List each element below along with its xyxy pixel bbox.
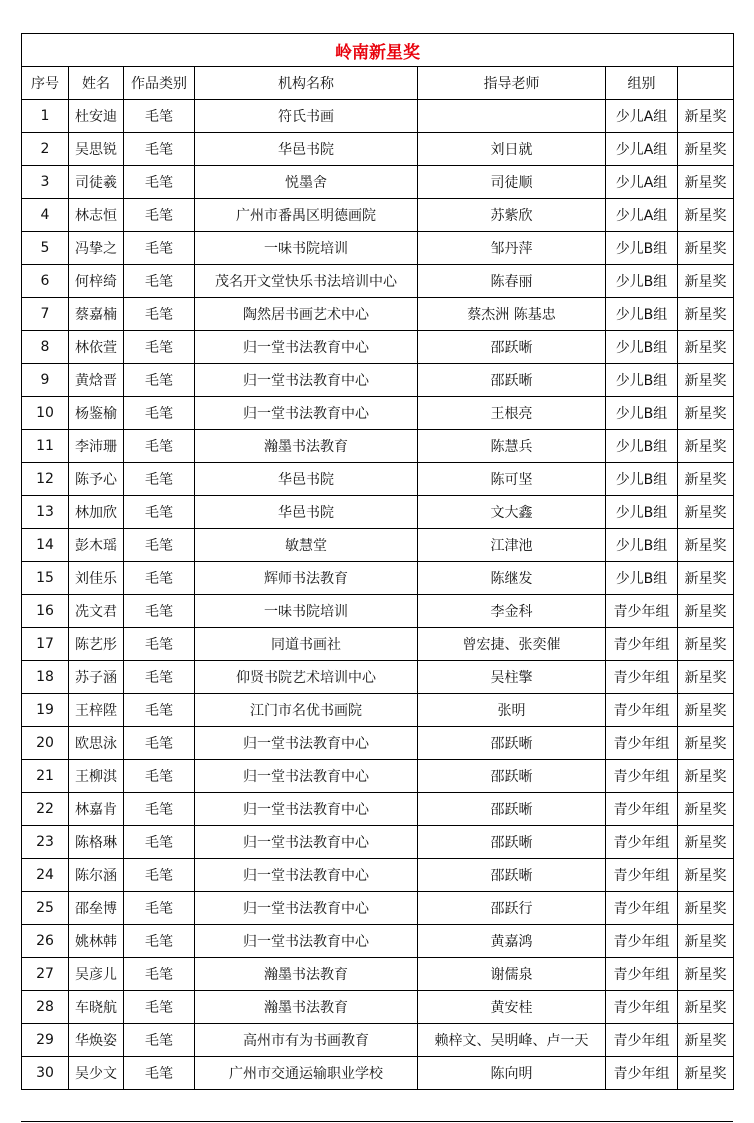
name-cell: 林依萱 [69,331,124,364]
teacher-cell: 邵跃晰 [418,859,606,892]
institution-cell: 华邑书院 [195,496,418,529]
index-cell: 27 [22,958,69,991]
name-cell: 刘佳乐 [69,562,124,595]
table-row [22,298,734,331]
teacher-cell: 张明 [418,694,606,727]
index-cell: 6 [22,265,69,298]
category-cell: 毛笔 [124,760,195,793]
award-cell: 新星奖 [678,694,734,727]
index-cell: 21 [22,760,69,793]
institution-cell: 一味书院培训 [195,232,418,265]
name-cell: 司徒羲 [69,166,124,199]
category-cell: 毛笔 [124,100,195,133]
name-cell: 邵垒博 [69,892,124,925]
index-cell: 4 [22,199,69,232]
group-cell: 青少年组 [606,826,678,859]
category-cell: 毛笔 [124,562,195,595]
group-cell: 青少年组 [606,694,678,727]
table-row [22,925,734,958]
award-cell: 新星奖 [678,529,734,562]
table-row [22,397,734,430]
award-cell: 新星奖 [678,430,734,463]
index-cell: 14 [22,529,69,562]
award-cell: 新星奖 [678,232,734,265]
index-cell: 12 [22,463,69,496]
institution-cell: 仰贤书院艺术培训中心 [195,661,418,694]
institution-cell: 辉师书法教育 [195,562,418,595]
group-cell: 少儿B组 [606,265,678,298]
table-row [22,199,734,232]
category-cell: 毛笔 [124,595,195,628]
award-cell: 新星奖 [678,166,734,199]
header-teacher: 指导老师 [418,67,606,100]
name-cell: 冯挚之 [69,232,124,265]
teacher-cell: 邵跃晰 [418,793,606,826]
award-cell: 新星奖 [678,892,734,925]
table-row [22,529,734,562]
index-cell: 3 [22,166,69,199]
award-cell: 新星奖 [678,826,734,859]
award-cell: 新星奖 [678,760,734,793]
category-cell: 毛笔 [124,991,195,1024]
category-cell: 毛笔 [124,826,195,859]
teacher-cell: 陈慧兵 [418,430,606,463]
award-cell: 新星奖 [678,331,734,364]
award-cell: 新星奖 [678,199,734,232]
index-cell: 28 [22,991,69,1024]
index-cell: 13 [22,496,69,529]
group-cell: 青少年组 [606,661,678,694]
category-cell: 毛笔 [124,694,195,727]
name-cell: 陈尔涵 [69,859,124,892]
teacher-cell: 黄安桂 [418,991,606,1024]
award-table-sheet [21,33,733,1090]
category-cell: 毛笔 [124,265,195,298]
table-row [22,1057,734,1090]
category-cell: 毛笔 [124,298,195,331]
institution-cell: 华邑书院 [195,463,418,496]
group-cell: 少儿B组 [606,496,678,529]
index-cell: 17 [22,628,69,661]
name-cell: 杜安迪 [69,100,124,133]
group-cell: 少儿A组 [606,166,678,199]
teacher-cell: 邵跃晰 [418,364,606,397]
category-cell: 毛笔 [124,430,195,463]
name-cell: 林志恒 [69,199,124,232]
teacher-cell: 黄嘉鸿 [418,925,606,958]
group-cell: 青少年组 [606,595,678,628]
teacher-cell: 李金科 [418,595,606,628]
name-cell: 吴彦儿 [69,958,124,991]
index-cell: 23 [22,826,69,859]
name-cell: 陈予心 [69,463,124,496]
award-cell: 新星奖 [678,661,734,694]
group-cell: 少儿A组 [606,133,678,166]
teacher-cell: 邵跃晰 [418,826,606,859]
index-cell: 20 [22,727,69,760]
teacher-cell: 邵跃晰 [418,331,606,364]
institution-cell: 归一堂书法教育中心 [195,397,418,430]
name-cell: 姚林韩 [69,925,124,958]
name-cell: 彭木瑶 [69,529,124,562]
institution-cell: 归一堂书法教育中心 [195,859,418,892]
award-cell: 新星奖 [678,727,734,760]
name-cell: 车晓航 [69,991,124,1024]
name-cell: 陈格琳 [69,826,124,859]
category-cell: 毛笔 [124,496,195,529]
group-cell: 少儿B组 [606,331,678,364]
header-index: 序号 [22,67,69,100]
category-cell: 毛笔 [124,628,195,661]
institution-cell: 归一堂书法教育中心 [195,925,418,958]
name-cell: 黄焓晋 [69,364,124,397]
table-body [22,100,734,1090]
category-cell: 毛笔 [124,859,195,892]
institution-cell: 瀚墨书法教育 [195,991,418,1024]
name-cell: 吴思锐 [69,133,124,166]
institution-cell: 归一堂书法教育中心 [195,727,418,760]
name-cell: 华焕姿 [69,1024,124,1057]
category-cell: 毛笔 [124,958,195,991]
index-cell: 25 [22,892,69,925]
group-cell: 少儿B组 [606,562,678,595]
teacher-cell: 陈继发 [418,562,606,595]
teacher-cell: 陈可坚 [418,463,606,496]
institution-cell: 广州市番禺区明德画院 [195,199,418,232]
index-cell: 8 [22,331,69,364]
table-row [22,562,734,595]
award-cell: 新星奖 [678,397,734,430]
header-institution: 机构名称 [195,67,418,100]
index-cell: 26 [22,925,69,958]
award-cell: 新星奖 [678,298,734,331]
teacher-cell: 吴柱擎 [418,661,606,694]
group-cell: 青少年组 [606,859,678,892]
award-cell: 新星奖 [678,364,734,397]
teacher-cell: 文大鑫 [418,496,606,529]
group-cell: 青少年组 [606,760,678,793]
teacher-cell: 蔡杰洲 陈基忠 [418,298,606,331]
name-cell: 林嘉肯 [69,793,124,826]
teacher-cell: 陈向明 [418,1057,606,1090]
category-cell: 毛笔 [124,529,195,562]
teacher-cell: 苏紫欣 [418,199,606,232]
category-cell: 毛笔 [124,1057,195,1090]
index-cell: 29 [22,1024,69,1057]
institution-cell: 华邑书院 [195,133,418,166]
title-row [22,34,734,67]
name-cell: 欧思泳 [69,727,124,760]
award-cell: 新星奖 [678,958,734,991]
teacher-cell: 司徒顺 [418,166,606,199]
index-cell: 7 [22,298,69,331]
group-cell: 青少年组 [606,727,678,760]
category-cell: 毛笔 [124,166,195,199]
award-cell: 新星奖 [678,991,734,1024]
category-cell: 毛笔 [124,133,195,166]
index-cell: 1 [22,100,69,133]
table-row [22,331,734,364]
header-award [678,67,734,100]
table-row [22,826,734,859]
table-row [22,166,734,199]
award-cell: 新星奖 [678,859,734,892]
group-cell: 青少年组 [606,991,678,1024]
award-cell: 新星奖 [678,793,734,826]
name-cell: 吴少文 [69,1057,124,1090]
teacher-cell: 邵跃晰 [418,727,606,760]
institution-cell: 归一堂书法教育中心 [195,760,418,793]
index-cell: 22 [22,793,69,826]
group-cell: 青少年组 [606,628,678,661]
group-cell: 少儿B组 [606,397,678,430]
header-row [22,67,734,100]
institution-cell: 归一堂书法教育中心 [195,364,418,397]
table-row [22,793,734,826]
award-cell: 新星奖 [678,1057,734,1090]
award-cell: 新星奖 [678,265,734,298]
header-category: 作品类别 [124,67,195,100]
table-row [22,496,734,529]
index-cell: 10 [22,397,69,430]
table-row [22,265,734,298]
category-cell: 毛笔 [124,397,195,430]
name-cell: 李沛珊 [69,430,124,463]
teacher-cell: 邵跃晰 [418,760,606,793]
institution-cell: 广州市交通运输职业学校 [195,1057,418,1090]
index-cell: 9 [22,364,69,397]
group-cell: 少儿B组 [606,364,678,397]
teacher-cell: 曾宏捷、张奕催 [418,628,606,661]
name-cell: 蔡嘉楠 [69,298,124,331]
table-row [22,1024,734,1057]
institution-cell: 瀚墨书法教育 [195,958,418,991]
teacher-cell: 邹丹萍 [418,232,606,265]
group-cell: 青少年组 [606,958,678,991]
table-row [22,694,734,727]
award-cell: 新星奖 [678,463,734,496]
institution-cell: 归一堂书法教育中心 [195,331,418,364]
name-cell: 何梓绮 [69,265,124,298]
table-row [22,364,734,397]
group-cell: 少儿A组 [606,199,678,232]
index-cell: 15 [22,562,69,595]
institution-cell: 茂名开文堂快乐书法培训中心 [195,265,418,298]
teacher-cell: 陈春丽 [418,265,606,298]
category-cell: 毛笔 [124,727,195,760]
award-cell: 新星奖 [678,496,734,529]
group-cell: 少儿B组 [606,232,678,265]
table-title: 岭南新星奖 [22,34,734,67]
group-cell: 少儿B组 [606,463,678,496]
index-cell: 5 [22,232,69,265]
institution-cell: 高州市有为书画教育 [195,1024,418,1057]
index-cell: 24 [22,859,69,892]
teacher-cell: 赖梓文、吴明峰、卢一天 [418,1024,606,1057]
category-cell: 毛笔 [124,232,195,265]
institution-cell: 悦墨舍 [195,166,418,199]
award-cell: 新星奖 [678,595,734,628]
index-cell: 2 [22,133,69,166]
index-cell: 19 [22,694,69,727]
name-cell: 林加欣 [69,496,124,529]
group-cell: 少儿B组 [606,529,678,562]
index-cell: 16 [22,595,69,628]
category-cell: 毛笔 [124,1024,195,1057]
category-cell: 毛笔 [124,892,195,925]
group-cell: 少儿A组 [606,100,678,133]
name-cell: 杨鉴榆 [69,397,124,430]
award-cell: 新星奖 [678,925,734,958]
table-row [22,661,734,694]
category-cell: 毛笔 [124,364,195,397]
table-row [22,628,734,661]
institution-cell: 江门市名优书画院 [195,694,418,727]
table-row [22,859,734,892]
category-cell: 毛笔 [124,793,195,826]
teacher-cell: 谢儒泉 [418,958,606,991]
header-group: 组别 [606,67,678,100]
award-cell: 新星奖 [678,562,734,595]
category-cell: 毛笔 [124,661,195,694]
name-cell: 王柳淇 [69,760,124,793]
name-cell: 王梓陞 [69,694,124,727]
name-cell: 冼文君 [69,595,124,628]
group-cell: 青少年组 [606,892,678,925]
table-row [22,595,734,628]
category-cell: 毛笔 [124,199,195,232]
award-cell: 新星奖 [678,100,734,133]
teacher-cell: 刘日就 [418,133,606,166]
institution-cell: 同道书画社 [195,628,418,661]
table-row [22,100,734,133]
award-cell: 新星奖 [678,1024,734,1057]
table-row [22,760,734,793]
teacher-cell: 邵跃行 [418,892,606,925]
table-row [22,958,734,991]
institution-cell: 敏慧堂 [195,529,418,562]
institution-cell: 符氏书画 [195,100,418,133]
institution-cell: 一味书院培训 [195,595,418,628]
index-cell: 18 [22,661,69,694]
table-row [22,463,734,496]
table-row [22,727,734,760]
group-cell: 青少年组 [606,793,678,826]
group-cell: 青少年组 [606,1057,678,1090]
institution-cell: 陶然居书画艺术中心 [195,298,418,331]
category-cell: 毛笔 [124,331,195,364]
table-row [22,892,734,925]
index-cell: 11 [22,430,69,463]
category-cell: 毛笔 [124,925,195,958]
award-table [21,33,734,1090]
group-cell: 少儿B组 [606,298,678,331]
table-row [22,232,734,265]
teacher-cell: 王根亮 [418,397,606,430]
category-cell: 毛笔 [124,463,195,496]
name-cell: 苏子涵 [69,661,124,694]
table-row [22,991,734,1024]
award-cell: 新星奖 [678,628,734,661]
teacher-cell [418,100,606,133]
group-cell: 青少年组 [606,1024,678,1057]
teacher-cell: 江津池 [418,529,606,562]
institution-cell: 归一堂书法教育中心 [195,793,418,826]
table-row [22,133,734,166]
group-cell: 青少年组 [606,925,678,958]
name-cell: 陈艺彤 [69,628,124,661]
institution-cell: 归一堂书法教育中心 [195,826,418,859]
header-name: 姓名 [69,67,124,100]
award-cell: 新星奖 [678,133,734,166]
group-cell: 少儿B组 [606,430,678,463]
table-row [22,430,734,463]
index-cell: 30 [22,1057,69,1090]
page-bottom-rule [21,1121,733,1122]
institution-cell: 归一堂书法教育中心 [195,892,418,925]
institution-cell: 瀚墨书法教育 [195,430,418,463]
